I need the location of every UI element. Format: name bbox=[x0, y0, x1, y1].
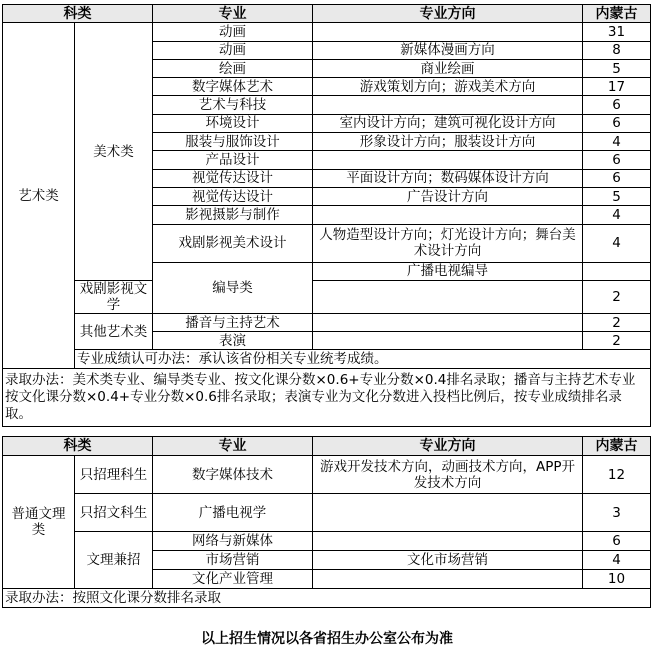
header-region: 内蒙古 bbox=[583, 437, 651, 456]
group-fine-art: 美术类 bbox=[75, 23, 153, 281]
major-cell: 网络与新媒体 bbox=[153, 532, 313, 551]
direction-cell bbox=[313, 280, 583, 313]
count-cell: 2 bbox=[583, 313, 651, 331]
direction-cell: 游戏策划方向；游戏美术方向 bbox=[313, 78, 583, 96]
count-cell: 10 bbox=[583, 570, 651, 589]
count-cell: 6 bbox=[583, 114, 651, 132]
major-cell: 戏剧影视文学 bbox=[75, 280, 153, 313]
major-cell: 市场营销 bbox=[153, 551, 313, 570]
direction-cell bbox=[583, 262, 651, 280]
count-cell: 6 bbox=[583, 96, 651, 114]
major-cell: 文化产业管理 bbox=[153, 570, 313, 589]
count-cell: 2 bbox=[583, 280, 651, 313]
major-cell: 绘画 bbox=[153, 59, 313, 77]
count-cell: 4 bbox=[583, 551, 651, 570]
count-cell: 12 bbox=[583, 456, 651, 494]
major-cell: 广播电视学 bbox=[153, 494, 313, 532]
direction-cell: 新媒体漫画方向 bbox=[313, 41, 583, 59]
count-cell: 6 bbox=[583, 169, 651, 187]
group-arts-only: 只招文科生 bbox=[75, 494, 153, 532]
major-cell: 表演 bbox=[153, 332, 313, 350]
major-cell: 视觉传达设计 bbox=[153, 187, 313, 205]
direction-cell bbox=[313, 570, 583, 589]
category-general: 普通文理类 bbox=[3, 456, 75, 589]
major-cell: 艺术与科技 bbox=[153, 96, 313, 114]
header-major: 专业 bbox=[153, 5, 313, 23]
header-category: 科类 bbox=[3, 437, 153, 456]
direction-cell bbox=[313, 151, 583, 169]
direction-cell bbox=[313, 23, 583, 41]
header-region: 内蒙古 bbox=[583, 5, 651, 23]
count-cell: 5 bbox=[583, 187, 651, 205]
count-cell: 4 bbox=[583, 206, 651, 224]
major-cell: 影视摄影与制作 bbox=[153, 206, 313, 224]
art-admission-table bbox=[2, 4, 651, 427]
count-cell: 4 bbox=[583, 133, 651, 151]
count-cell: 8 bbox=[583, 41, 651, 59]
major-cell: 动画 bbox=[153, 41, 313, 59]
count-cell: 3 bbox=[583, 494, 651, 532]
direction-cell: 平面设计方向；数码媒体设计方向 bbox=[313, 169, 583, 187]
major-cell: 环境设计 bbox=[153, 114, 313, 132]
count-cell: 17 bbox=[583, 78, 651, 96]
direction-cell: 形象设计方向；服装设计方向 bbox=[313, 133, 583, 151]
major-cell: 数字媒体艺术 bbox=[153, 78, 313, 96]
direction-cell bbox=[313, 206, 583, 224]
category-art: 艺术类 bbox=[3, 23, 75, 368]
group-directing: 编导类 bbox=[153, 262, 313, 313]
count-cell: 5 bbox=[583, 59, 651, 77]
major-cell: 广播电视编导 bbox=[313, 262, 583, 280]
general-admission-table bbox=[2, 436, 651, 608]
count-cell: 4 bbox=[583, 224, 651, 262]
direction-cell: 文化市场营销 bbox=[313, 551, 583, 570]
direction-cell bbox=[313, 494, 583, 532]
direction-cell bbox=[313, 332, 583, 350]
footer-disclaimer: 以上招生情况以各省招生办公室公布为准 bbox=[201, 631, 453, 647]
major-cell: 服装与服饰设计 bbox=[153, 133, 313, 151]
direction-cell: 室内设计方向；建筑可视化设计方向 bbox=[313, 114, 583, 132]
direction-cell: 广告设计方向 bbox=[313, 187, 583, 205]
score-recognition-note: 专业成绩认可办法：承认该省份相关专业统考成绩。 bbox=[75, 350, 651, 368]
direction-cell: 人物造型设计方向；灯光设计方向；舞台美术设计方向 bbox=[313, 224, 583, 262]
major-cell: 动画 bbox=[153, 23, 313, 41]
count-cell: 2 bbox=[583, 332, 651, 350]
major-cell: 戏剧影视美术设计 bbox=[153, 224, 313, 262]
count-cell: 6 bbox=[583, 532, 651, 551]
direction-cell bbox=[313, 532, 583, 551]
direction-cell: 商业绘画 bbox=[313, 59, 583, 77]
group-science-only: 只招理科生 bbox=[75, 456, 153, 494]
major-cell: 视觉传达设计 bbox=[153, 169, 313, 187]
major-cell: 数字媒体技术 bbox=[153, 456, 313, 494]
header-category: 科类 bbox=[3, 5, 153, 23]
header-major: 专业 bbox=[153, 437, 313, 456]
count-cell: 6 bbox=[583, 151, 651, 169]
major-cell: 播音与主持艺术 bbox=[153, 313, 313, 331]
group-both: 文理兼招 bbox=[75, 532, 153, 589]
major-cell: 产品设计 bbox=[153, 151, 313, 169]
direction-cell bbox=[313, 313, 583, 331]
admission-method-note: 录取办法：美术类专业、编导类专业、按文化课分数×0.6+专业分数×0.4排名录取；播音与主持艺术专业按文化课分数×0.4+专业分数×0.6排名录取；表演专业为文化分数进入投档比例后，按专业成绩排名录取。 bbox=[3, 368, 651, 426]
count-cell: 31 bbox=[583, 23, 651, 41]
direction-cell: 游戏开发技术方向，动画技术方向，APP开发技术方向 bbox=[313, 456, 583, 494]
header-direction: 专业方向 bbox=[313, 437, 583, 456]
direction-cell bbox=[313, 96, 583, 114]
header-direction: 专业方向 bbox=[313, 5, 583, 23]
group-other-art: 其他艺术类 bbox=[75, 313, 153, 350]
general-admission-note: 录取办法：按照文化课分数排名录取 bbox=[3, 589, 651, 608]
